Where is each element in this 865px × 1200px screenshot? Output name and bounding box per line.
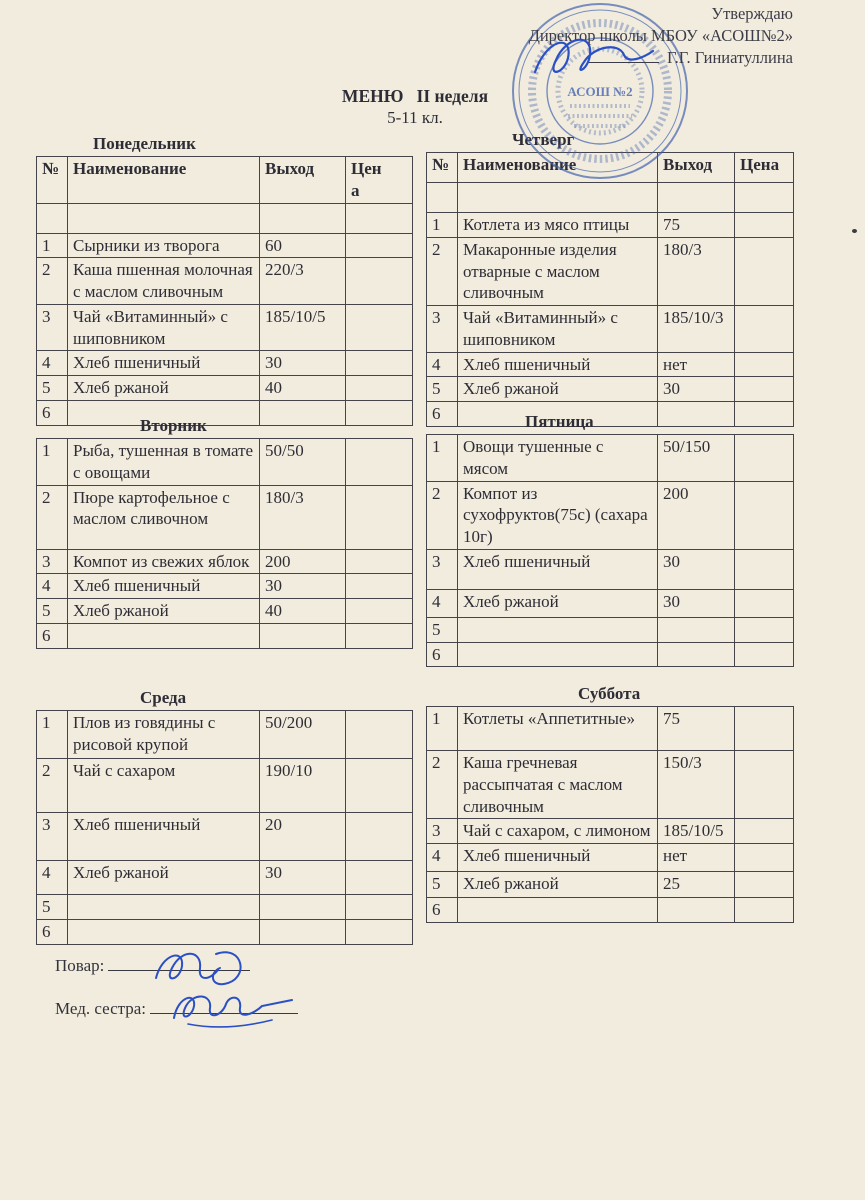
price [346, 813, 413, 861]
day-title-tuesday: Вторник [140, 416, 207, 435]
menu-row [427, 872, 794, 898]
item-name: Котлета из мясо птицы [458, 213, 658, 238]
portion: 40 [260, 599, 346, 624]
item-name: Чай с сахаром, с лимоном [458, 819, 658, 844]
item-name [68, 895, 260, 920]
menu-row [37, 439, 413, 486]
menu-row [427, 844, 794, 872]
item-name [458, 642, 658, 667]
price [346, 623, 413, 648]
portion: нет [658, 844, 735, 872]
price [735, 306, 794, 353]
nurse-label: Мед. сестра: [55, 999, 147, 1018]
price [735, 642, 794, 667]
item-name: Хлеб ржаной [68, 599, 260, 624]
row-number: 4 [427, 844, 458, 872]
portion: 200 [260, 549, 346, 574]
portion [658, 617, 735, 642]
menu-row [37, 574, 413, 599]
portion: 190/10 [260, 759, 346, 813]
menu-row [427, 898, 794, 923]
price [735, 872, 794, 898]
row-number: 1 [37, 711, 68, 759]
item-name: Рыба, тушенная в томате с овощами [68, 439, 260, 486]
item-name [458, 898, 658, 923]
portion: нет [658, 352, 735, 377]
row-number: 6 [427, 402, 458, 427]
menu-row [37, 895, 413, 920]
price [735, 844, 794, 872]
price [735, 435, 794, 482]
item-name [458, 617, 658, 642]
item-name: Плов из говядины с рисовой крупой [68, 711, 260, 759]
portion [260, 919, 346, 944]
price [346, 304, 413, 351]
menu-row [427, 306, 794, 353]
price [735, 898, 794, 923]
menu-row [37, 599, 413, 624]
portion: 180/3 [658, 237, 735, 305]
price [346, 599, 413, 624]
price [346, 258, 413, 305]
portion: 40 [260, 376, 346, 401]
row-number: 5 [37, 376, 68, 401]
row-number: 1 [427, 213, 458, 238]
portion: 185/10/5 [658, 819, 735, 844]
row-number: 5 [37, 599, 68, 624]
portion: 220/3 [260, 258, 346, 305]
menu-row [427, 352, 794, 377]
row-number: 5 [37, 895, 68, 920]
day-block-monday [36, 134, 413, 426]
portion: 50/200 [260, 711, 346, 759]
menu-row [37, 549, 413, 574]
price [346, 895, 413, 920]
price [735, 549, 794, 589]
row-number: 4 [37, 574, 68, 599]
director-signature [527, 28, 677, 86]
portion: 185/10/3 [658, 306, 735, 353]
day-block-wednesday [36, 688, 413, 945]
column-header: № [37, 157, 68, 204]
row-number: 4 [427, 589, 458, 617]
menu-table-monday [36, 156, 413, 426]
item-name: Компот из свежих яблок [68, 549, 260, 574]
scan-speck [852, 229, 857, 233]
portion: 75 [658, 213, 735, 238]
approval-line2: Директор школы МБОУ «АСОШ№2» [528, 25, 793, 45]
day-title-wednesday: Среда [140, 688, 187, 707]
item-name: Каша пшенная молочная с маслом сливочным [68, 258, 260, 305]
menu-table-thursday [426, 152, 794, 427]
row-number: 2 [427, 751, 458, 819]
item-name: Хлеб ржаной [68, 376, 260, 401]
menu-row [427, 707, 794, 751]
price [346, 233, 413, 258]
price [735, 481, 794, 549]
column-header: Выход [260, 157, 346, 204]
row-number: 6 [37, 919, 68, 944]
item-name: Хлеб пшеничный [458, 549, 658, 589]
menu-row [427, 549, 794, 589]
menu-table-friday [426, 434, 794, 667]
menu-table-wednesday [36, 710, 413, 945]
row-number: 4 [37, 861, 68, 895]
menu-row [37, 861, 413, 895]
menu-row [427, 237, 794, 305]
portion: 30 [260, 574, 346, 599]
price [346, 485, 413, 549]
menu-row [37, 711, 413, 759]
column-header: Цена [735, 153, 794, 183]
column-header-row [37, 157, 413, 204]
item-name: Хлеб ржаной [458, 377, 658, 402]
menu-table-saturday [426, 706, 794, 923]
portion: 30 [658, 549, 735, 589]
row-number: 3 [427, 549, 458, 589]
row-number: 5 [427, 617, 458, 642]
item-name: Котлеты «Аппетитные» [458, 707, 658, 751]
price [735, 352, 794, 377]
row-number: 6 [37, 623, 68, 648]
item-name: Хлеб пшеничный [458, 352, 658, 377]
row-number: 4 [427, 352, 458, 377]
row-number: 2 [37, 258, 68, 305]
menu-row [37, 376, 413, 401]
row-number: 6 [37, 400, 68, 425]
price [346, 351, 413, 376]
row-number: 2 [37, 485, 68, 549]
price [346, 711, 413, 759]
item-name [68, 919, 260, 944]
portion: 180/3 [260, 485, 346, 549]
row-number: 1 [37, 233, 68, 258]
portion: 30 [658, 377, 735, 402]
row-number: 6 [427, 898, 458, 923]
menu-row [427, 642, 794, 667]
menu-row [37, 919, 413, 944]
item-name: Сырники из творога [68, 233, 260, 258]
menu-row [427, 213, 794, 238]
item-name: Овощи тушенные с мясом [458, 435, 658, 482]
item-name: Хлеб пшеничный [68, 574, 260, 599]
menu-row [37, 485, 413, 549]
menu-row [427, 481, 794, 549]
item-name: Чай «Витаминный» с шиповником [458, 306, 658, 353]
menu-table-tuesday [36, 438, 413, 649]
item-name: Чай «Витаминный» с шиповником [68, 304, 260, 351]
director-name: Г.Г. Гиниатуллина [667, 47, 793, 67]
portion: 60 [260, 233, 346, 258]
menu-row [427, 589, 794, 617]
row-number: 2 [427, 237, 458, 305]
price [735, 377, 794, 402]
item-name: Хлеб ржаной [458, 589, 658, 617]
portion: 75 [658, 707, 735, 751]
column-header: Цена [346, 157, 413, 204]
portion [658, 898, 735, 923]
menu-row [37, 304, 413, 351]
menu-row [37, 351, 413, 376]
menu-row [37, 623, 413, 648]
menu-row [427, 435, 794, 482]
item-name [68, 623, 260, 648]
portion: 25 [658, 872, 735, 898]
menu-row [427, 751, 794, 819]
column-header: Выход [658, 153, 735, 183]
spacer-row [37, 203, 413, 233]
portion: 200 [658, 481, 735, 549]
item-name: Макаронные изделия отварные с маслом сливочным [458, 237, 658, 305]
portion: 185/10/5 [260, 304, 346, 351]
day-title-saturday: Суббота [578, 684, 641, 703]
item-name: Пюре картофельное с маслом сливочном [68, 485, 260, 549]
day-title-thursday: Четверг [512, 130, 575, 149]
portion: 30 [260, 861, 346, 895]
row-number: 3 [37, 304, 68, 351]
row-number: 3 [37, 813, 68, 861]
menu-row [37, 233, 413, 258]
menu-row [427, 617, 794, 642]
stamp-center-text: АСОШ №2 [567, 84, 633, 99]
row-number: 3 [427, 819, 458, 844]
spacer-row [427, 183, 794, 213]
price [735, 819, 794, 844]
price [346, 549, 413, 574]
menu-row [427, 819, 794, 844]
row-number: 1 [37, 439, 68, 486]
cook-label: Повар: [55, 956, 105, 975]
row-number: 1 [427, 707, 458, 751]
row-number: 2 [427, 481, 458, 549]
row-number: 4 [37, 351, 68, 376]
price [735, 751, 794, 819]
day-block-friday [426, 412, 794, 667]
column-header: Наименование [68, 157, 260, 204]
row-number: 2 [37, 759, 68, 813]
day-block-saturday [426, 684, 794, 923]
price [346, 759, 413, 813]
row-number: 1 [427, 435, 458, 482]
row-number: 3 [427, 306, 458, 353]
price [346, 376, 413, 401]
portion: 150/3 [658, 751, 735, 819]
menu-row [37, 258, 413, 305]
price [735, 617, 794, 642]
item-name: Каша гречневая рассыпчатая с маслом сливочным [458, 751, 658, 819]
item-name: Хлеб пшеничный [458, 844, 658, 872]
price [735, 589, 794, 617]
item-name: Хлеб ржаной [68, 861, 260, 895]
portion: 50/50 [260, 439, 346, 486]
price [346, 574, 413, 599]
portion [658, 642, 735, 667]
menu-row [37, 759, 413, 813]
price [735, 213, 794, 238]
item-name: Хлеб пшеничный [68, 351, 260, 376]
row-number: 6 [427, 642, 458, 667]
day-block-tuesday [36, 416, 413, 649]
cook-signature [150, 944, 262, 992]
approval-line1: Утверждаю [711, 4, 793, 23]
day-title-monday: Понедельник [93, 134, 196, 153]
price [346, 861, 413, 895]
portion: 30 [260, 351, 346, 376]
row-number: 3 [37, 549, 68, 574]
menu-row [427, 377, 794, 402]
item-name: Хлеб пшеничный [68, 813, 260, 861]
portion: 30 [658, 589, 735, 617]
item-name: Хлеб ржаной [458, 872, 658, 898]
portion: 20 [260, 813, 346, 861]
price [735, 237, 794, 305]
price [346, 439, 413, 486]
price [346, 919, 413, 944]
day-title-friday: Пятница [525, 412, 594, 431]
item-name: Компот из сухофруктов(75с) (сахара 10г) [458, 481, 658, 549]
menu-row [37, 813, 413, 861]
item-name: Чай с сахаром [68, 759, 260, 813]
column-header: Наименование [458, 153, 658, 183]
column-header: № [427, 153, 458, 183]
menu-title: МЕНЮ II неделя [341, 86, 489, 106]
portion [260, 895, 346, 920]
menu-subtitle: 5-11 кл. [387, 108, 443, 127]
price [735, 707, 794, 751]
portion [260, 623, 346, 648]
row-number: 5 [427, 872, 458, 898]
row-number: 5 [427, 377, 458, 402]
portion: 50/150 [658, 435, 735, 482]
nurse-signature [168, 986, 302, 1032]
